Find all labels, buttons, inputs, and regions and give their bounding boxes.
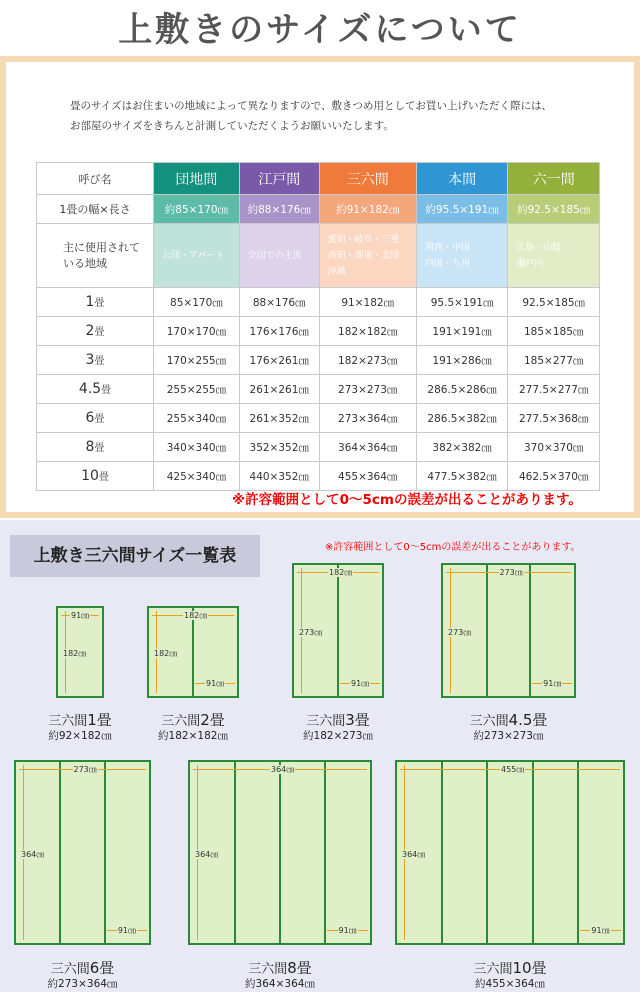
mat-name: 三六間 xyxy=(473,962,513,977)
tatami-lane-divider xyxy=(324,762,326,943)
lane-width-label: 91㎝ xyxy=(338,926,357,935)
table-cell: 91×182㎝ xyxy=(319,288,416,317)
height-label: 364㎝ xyxy=(195,849,219,859)
row-label xyxy=(37,375,154,404)
tatami-lane-divider xyxy=(529,565,531,696)
region-text: 沖縄 xyxy=(327,266,346,277)
header-rokuichi: 六一間 xyxy=(508,163,600,195)
region-cell xyxy=(319,224,416,288)
mat-count: 2畳 xyxy=(200,711,225,729)
table-cell: 273×273㎝ xyxy=(319,375,416,404)
mat-size: 約455×364㎝ xyxy=(475,978,545,990)
table-cell: 191×191㎝ xyxy=(416,317,508,346)
row-label-unit: 畳 xyxy=(98,472,109,483)
table-cell: 176×261㎝ xyxy=(239,346,319,375)
region-cell xyxy=(154,224,240,288)
tatami-mat-diagram xyxy=(292,563,384,698)
header-sanroku: 三六間 xyxy=(319,163,416,195)
tatami-lane-divider xyxy=(59,762,61,943)
table-cell: 255×255㎝ xyxy=(154,375,240,404)
intro-line-2: お部屋のサイズをきちんと計測していただくようお願いいたします。 xyxy=(70,120,394,132)
table-cell: 92.5×185㎝ xyxy=(508,288,600,317)
table-cell: 440×352㎝ xyxy=(239,462,319,491)
mat-size: 約92×182㎝ xyxy=(48,730,112,742)
table-cell: 255×340㎝ xyxy=(154,404,240,433)
table-row-size xyxy=(37,195,600,224)
height-label: 182㎝ xyxy=(63,649,87,658)
mat-name: 三六間 xyxy=(50,962,90,977)
tatami-lane-divider xyxy=(486,762,488,943)
size-cell: 約88×176㎝ xyxy=(239,195,319,224)
row-label xyxy=(37,404,154,433)
table-cell: 261×352㎝ xyxy=(239,404,319,433)
table-row xyxy=(37,346,600,375)
tatami-lane-divider xyxy=(104,762,106,943)
size-cell: 約91×182㎝ xyxy=(319,195,416,224)
tatami-mat-diagram xyxy=(441,563,576,698)
table-cell: 477.5×382㎝ xyxy=(416,462,508,491)
page-title: 上敷きのサイズについて xyxy=(118,10,522,50)
height-label: 182㎝ xyxy=(154,649,178,658)
table-cell: 261×261㎝ xyxy=(239,375,319,404)
table-cell: 352×352㎝ xyxy=(239,433,319,462)
mat-size: 約364×364㎝ xyxy=(245,978,315,990)
region-cell xyxy=(239,224,319,288)
size-cell: 約92.5×185㎝ xyxy=(508,195,600,224)
row-label xyxy=(37,288,154,317)
region-row-label xyxy=(37,224,154,288)
height-label: 273㎝ xyxy=(448,627,472,637)
table-cell: 277.5×368㎝ xyxy=(508,404,600,433)
table-cell: 170×170㎝ xyxy=(154,317,240,346)
header-danchi: 団地間 xyxy=(154,163,240,195)
table-cell: 182×273㎝ xyxy=(319,346,416,375)
table-row xyxy=(37,317,600,346)
row-label-unit: 畳 xyxy=(94,356,105,367)
mat-count: 1畳 xyxy=(87,711,112,729)
tatami-mat-diagram xyxy=(395,760,625,945)
region-text: 広島・山陰 xyxy=(516,242,562,253)
tatami-mat-diagram xyxy=(147,606,239,698)
header-honma: 本間 xyxy=(416,163,508,195)
region-cell xyxy=(508,224,600,288)
row-label xyxy=(37,317,154,346)
region-label-line-1: 主に使用されて xyxy=(63,240,140,254)
row-label-unit: 畳 xyxy=(94,327,105,338)
tatami-mat-diagram xyxy=(188,760,372,945)
lane-width-label: 91㎝ xyxy=(206,679,225,688)
table-cell: 425×340㎝ xyxy=(154,462,240,491)
header-edo: 江戸間 xyxy=(239,163,319,195)
row-label xyxy=(37,346,154,375)
row-label-unit: 畳 xyxy=(94,298,105,309)
region-text: 四国・九州 xyxy=(424,258,470,269)
table-row-region xyxy=(37,224,600,288)
table-cell: 85×170㎝ xyxy=(154,288,240,317)
size-cell: 約85×170㎝ xyxy=(154,195,240,224)
size-cell: 約95.5×191㎝ xyxy=(416,195,508,224)
region-cell xyxy=(416,224,508,288)
mat-caption xyxy=(440,957,580,978)
region-text: 愛知・岐阜・三重 xyxy=(327,234,400,245)
mat-caption xyxy=(123,709,263,730)
table-cell: 455×364㎝ xyxy=(319,462,416,491)
lane-width-label: 91㎝ xyxy=(117,926,137,935)
tatami-lane-divider xyxy=(279,762,281,943)
mat-caption xyxy=(13,957,153,978)
height-label: 364㎝ xyxy=(402,849,426,859)
tolerance-note: ※許容範囲として0～5cmの誤差が出ることがあります。 xyxy=(232,492,582,508)
width-label: 182㎝ xyxy=(184,611,208,620)
width-label: 91㎝ xyxy=(71,611,90,620)
table-cell: 370×370㎝ xyxy=(508,433,600,462)
table-cell: 286.5×286㎝ xyxy=(416,375,508,404)
corner-cell: 呼び名 xyxy=(37,163,154,195)
tatami-mat-diagram xyxy=(56,606,104,698)
table-cell: 95.5×191㎝ xyxy=(416,288,508,317)
tatami-mat-diagram xyxy=(14,760,151,945)
region-text: 関西・中国 xyxy=(424,242,470,253)
lane-width-label: 91㎝ xyxy=(351,679,370,688)
mat-size: 約273×364㎝ xyxy=(47,978,118,990)
row-label-number: 8 xyxy=(85,439,95,455)
region-text: 全国での主流 xyxy=(247,250,302,261)
width-label: 364㎝ xyxy=(271,765,295,774)
row-label xyxy=(37,462,154,491)
table-cell: 185×277㎝ xyxy=(508,346,600,375)
mat-size: 約273×273㎝ xyxy=(473,730,544,742)
tatami-lane-divider xyxy=(577,762,579,943)
mat-name: 三六間 xyxy=(161,714,201,729)
table-cell: 185×185㎝ xyxy=(508,317,600,346)
region-text: 瀬戸内 xyxy=(516,258,544,269)
intro-line-1: 畳のサイズはお住まいの地域によって異なりますので、敷きつめ用としてお買い上げいただく際には、 xyxy=(70,100,552,112)
mat-caption xyxy=(268,709,408,730)
size-table xyxy=(36,162,600,491)
table-cell: 277.5×277㎝ xyxy=(508,375,600,404)
table-cell: 340×340㎝ xyxy=(154,433,240,462)
tatami-lane-divider xyxy=(192,608,194,696)
mat-name: 三六間 xyxy=(248,962,288,977)
table-row xyxy=(37,288,600,317)
table-row xyxy=(37,433,600,462)
table-cell: 286.5×382㎝ xyxy=(416,404,508,433)
region-text: 公団・アパート xyxy=(162,250,225,261)
size-row-label: 1畳の幅×長さ xyxy=(37,195,154,224)
table-cell: 170×255㎝ xyxy=(154,346,240,375)
table-cell: 273×364㎝ xyxy=(319,404,416,433)
table-data-rows xyxy=(37,288,600,491)
lane-width-label: 91㎝ xyxy=(543,679,562,688)
mat-size: 約182×273㎝ xyxy=(303,730,373,742)
table-row xyxy=(37,375,600,404)
width-label: 273㎝ xyxy=(73,765,97,774)
intro-text xyxy=(70,96,630,136)
tatami-lane-divider xyxy=(486,565,488,696)
row-label xyxy=(37,433,154,462)
row-label-number: 6 xyxy=(85,410,95,426)
mat-size: 約182×182㎝ xyxy=(158,730,228,742)
mat-caption xyxy=(439,709,579,730)
lane-width-label: 91㎝ xyxy=(591,926,610,935)
row-label-unit: 畳 xyxy=(94,414,105,425)
row-label-number: 2 xyxy=(85,323,95,339)
table-cell: 88×176㎝ xyxy=(239,288,319,317)
row-label-number: 4.5 xyxy=(78,381,102,397)
mat-count: 10畳 xyxy=(512,959,547,977)
mat-count: 3畳 xyxy=(345,711,370,729)
mat-name: 三六間 xyxy=(469,714,509,729)
mat-count: 8畳 xyxy=(287,959,312,977)
mat-name: 三六間 xyxy=(48,714,88,729)
tatami-lane-divider xyxy=(337,565,339,696)
row-label-number: 3 xyxy=(85,352,95,368)
height-label: 273㎝ xyxy=(299,627,323,637)
width-label: 273㎝ xyxy=(499,568,523,577)
mat-count: 6畳 xyxy=(89,959,115,977)
row-label-number: 1 xyxy=(85,294,95,310)
table-cell: 182×182㎝ xyxy=(319,317,416,346)
section-tolerance-note: ※許容範囲として0～5cmの誤差が出ることがあります。 xyxy=(325,542,581,553)
mat-caption xyxy=(210,957,350,978)
table-cell: 364×364㎝ xyxy=(319,433,416,462)
row-label-number: 10 xyxy=(81,468,99,484)
table-cell: 176×176㎝ xyxy=(239,317,319,346)
tatami-lane-divider xyxy=(234,762,236,943)
height-label: 364㎝ xyxy=(21,849,45,859)
table-cell: 462.5×370㎝ xyxy=(508,462,600,491)
tatami-lane-divider xyxy=(441,762,443,943)
mat-count: 4.5畳 xyxy=(508,711,548,729)
table-cell: 382×382㎝ xyxy=(416,433,508,462)
table-row xyxy=(37,404,600,433)
table-cell: 191×286㎝ xyxy=(416,346,508,375)
sanroku-section-label: 上敷き三六間サイズ一覧表 xyxy=(10,535,260,577)
table-header-row xyxy=(37,163,600,195)
region-text: 高知・関東・北陸 xyxy=(327,250,400,261)
width-label: 455㎝ xyxy=(501,765,525,774)
row-label-unit: 畳 xyxy=(94,443,105,454)
width-label: 182㎝ xyxy=(329,568,353,577)
mat-name: 三六間 xyxy=(306,714,346,729)
table-row xyxy=(37,462,600,491)
region-label-line-2: いる地域 xyxy=(63,256,107,270)
row-label-unit: 畳 xyxy=(101,385,112,396)
tatami-lane-divider xyxy=(532,762,534,943)
